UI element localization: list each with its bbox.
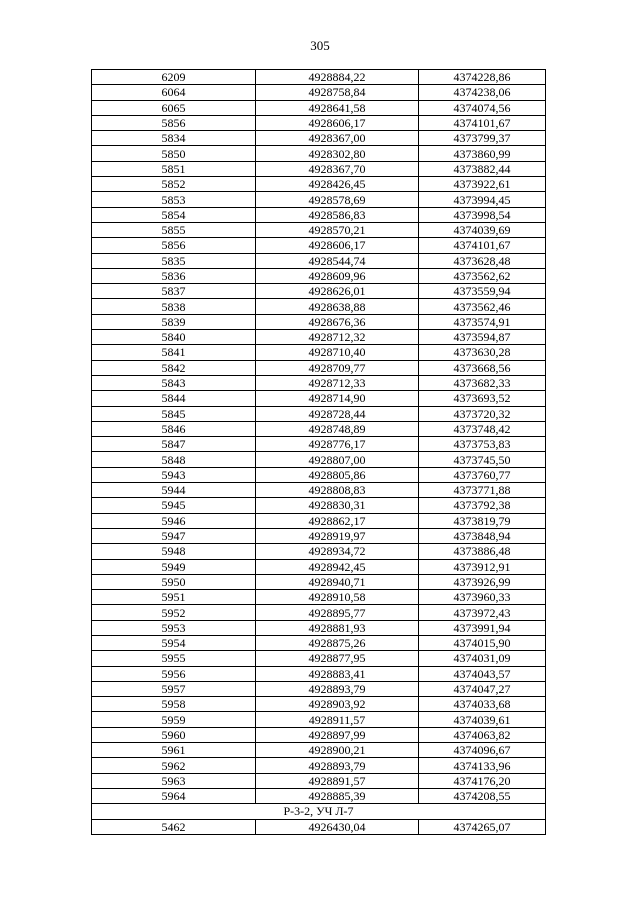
y-coordinate-cell: 4373628,48: [419, 253, 546, 268]
table-row: [92, 85, 546, 100]
y-coordinate-cell: 4373922,61: [419, 177, 546, 192]
x-coordinate-cell: 4928885,39: [256, 788, 419, 803]
table-row: [92, 360, 546, 375]
point-number-cell: 5964: [92, 788, 256, 803]
y-coordinate-cell: 4374015,90: [419, 635, 546, 650]
y-coordinate-cell: 4373562,62: [419, 268, 546, 283]
y-coordinate-cell: 4374101,67: [419, 238, 546, 253]
x-coordinate-cell: 4928712,32: [256, 330, 419, 345]
y-coordinate-cell: 4373994,45: [419, 192, 546, 207]
x-coordinate-cell: 4928609,96: [256, 268, 419, 283]
table-row: [92, 743, 546, 758]
y-coordinate-cell: 4373720,32: [419, 406, 546, 421]
y-coordinate-cell: 4374047,27: [419, 681, 546, 696]
point-number-cell: 5851: [92, 161, 256, 176]
table-row: [92, 100, 546, 115]
y-coordinate-cell: 4373682,33: [419, 375, 546, 390]
point-number-cell: 5462: [92, 819, 256, 834]
table-row: [92, 161, 546, 176]
x-coordinate-cell: 4928641,58: [256, 100, 419, 115]
page-number: 305: [310, 38, 330, 53]
table-row: [92, 819, 546, 834]
point-number-cell: 5842: [92, 360, 256, 375]
table-row: [92, 207, 546, 222]
x-coordinate-cell: 4928728,44: [256, 406, 419, 421]
table-row: [92, 498, 546, 513]
x-coordinate-cell: 4928367,00: [256, 131, 419, 146]
point-number-cell: 5946: [92, 513, 256, 528]
table-row: [92, 238, 546, 253]
table-row: [92, 177, 546, 192]
table-row: [92, 131, 546, 146]
section-header-row: [92, 804, 546, 819]
table-row: [92, 605, 546, 620]
table-row: [92, 375, 546, 390]
point-number-cell: 5853: [92, 192, 256, 207]
point-number-cell: 5837: [92, 284, 256, 299]
point-number-cell: 5960: [92, 727, 256, 742]
x-coordinate-cell: 4928940,71: [256, 574, 419, 589]
point-number-cell: 5952: [92, 605, 256, 620]
table-row: [92, 528, 546, 543]
x-coordinate-cell: 4926430,04: [256, 819, 419, 834]
point-number-cell: 5957: [92, 681, 256, 696]
table-row: [92, 666, 546, 681]
table-row: [92, 620, 546, 635]
x-coordinate-cell: 4928919,97: [256, 528, 419, 543]
point-number-cell: 5848: [92, 452, 256, 467]
table-row: [92, 345, 546, 360]
table-row: [92, 773, 546, 788]
y-coordinate-cell: 4373594,87: [419, 330, 546, 345]
point-number-cell: 5944: [92, 483, 256, 498]
table-row: [92, 559, 546, 574]
table-row: [92, 590, 546, 605]
y-coordinate-cell: 4374265,07: [419, 819, 546, 834]
table-row: [92, 574, 546, 589]
y-coordinate-cell: 4374208,55: [419, 788, 546, 803]
table-row: [92, 544, 546, 559]
point-number-cell: 5846: [92, 421, 256, 436]
point-number-cell: 5850: [92, 146, 256, 161]
point-number-cell: 5843: [92, 375, 256, 390]
x-coordinate-cell: 4928676,36: [256, 314, 419, 329]
table-row: [92, 727, 546, 742]
y-coordinate-cell: 4373668,56: [419, 360, 546, 375]
table-row: [92, 192, 546, 207]
point-number-cell: 5953: [92, 620, 256, 635]
y-coordinate-cell: 4373886,48: [419, 544, 546, 559]
y-coordinate-cell: 4373760,77: [419, 467, 546, 482]
point-number-cell: 5852: [92, 177, 256, 192]
table-section-header-group: [92, 804, 546, 819]
y-coordinate-cell: 4373860,99: [419, 146, 546, 161]
point-number-cell: 6209: [92, 70, 256, 85]
coordinates-table: [91, 69, 546, 835]
y-coordinate-cell: 4373771,88: [419, 483, 546, 498]
table-row: [92, 651, 546, 666]
y-coordinate-cell: 4374039,69: [419, 222, 546, 237]
point-number-cell: 6064: [92, 85, 256, 100]
x-coordinate-cell: 4928897,99: [256, 727, 419, 742]
table-row: [92, 391, 546, 406]
table-row: [92, 314, 546, 329]
y-coordinate-cell: 4373882,44: [419, 161, 546, 176]
y-coordinate-cell: 4374176,20: [419, 773, 546, 788]
y-coordinate-cell: 4373972,43: [419, 605, 546, 620]
x-coordinate-cell: 4928805,86: [256, 467, 419, 482]
table-row: [92, 222, 546, 237]
point-number-cell: 5962: [92, 758, 256, 773]
table-row: [92, 437, 546, 452]
x-coordinate-cell: 4928911,57: [256, 712, 419, 727]
table-row: [92, 253, 546, 268]
point-number-cell: 5854: [92, 207, 256, 222]
table-row: [92, 268, 546, 283]
point-number-cell: 5845: [92, 406, 256, 421]
point-number-cell: 5951: [92, 590, 256, 605]
y-coordinate-cell: 4374074,56: [419, 100, 546, 115]
table-row: [92, 467, 546, 482]
point-number-cell: 5961: [92, 743, 256, 758]
x-coordinate-cell: 4928544,74: [256, 253, 419, 268]
y-coordinate-cell: 4374039,61: [419, 712, 546, 727]
x-coordinate-cell: 4928875,26: [256, 635, 419, 650]
y-coordinate-cell: 4374033,68: [419, 697, 546, 712]
y-coordinate-cell: 4374238,06: [419, 85, 546, 100]
y-coordinate-cell: 4373960,33: [419, 590, 546, 605]
table-row: [92, 406, 546, 421]
y-coordinate-cell: 4373912,91: [419, 559, 546, 574]
x-coordinate-cell: 4928714,90: [256, 391, 419, 406]
point-number-cell: 5945: [92, 498, 256, 513]
table-row: [92, 635, 546, 650]
x-coordinate-cell: 4928808,83: [256, 483, 419, 498]
point-number-cell: 5839: [92, 314, 256, 329]
x-coordinate-cell: 4928862,17: [256, 513, 419, 528]
point-number-cell: 5844: [92, 391, 256, 406]
table-row: [92, 697, 546, 712]
table-row: [92, 299, 546, 314]
y-coordinate-cell: 4373848,94: [419, 528, 546, 543]
y-coordinate-cell: 4373693,52: [419, 391, 546, 406]
point-number-cell: 5834: [92, 131, 256, 146]
y-coordinate-cell: 4373753,83: [419, 437, 546, 452]
y-coordinate-cell: 4373991,94: [419, 620, 546, 635]
table-row: [92, 681, 546, 696]
x-coordinate-cell: 4928910,58: [256, 590, 419, 605]
x-coordinate-cell: 4928934,72: [256, 544, 419, 559]
table-row: [92, 513, 546, 528]
point-number-cell: 5963: [92, 773, 256, 788]
table-row: [92, 788, 546, 803]
y-coordinate-cell: 4374031,09: [419, 651, 546, 666]
x-coordinate-cell: 4928830,31: [256, 498, 419, 513]
point-number-cell: 5943: [92, 467, 256, 482]
point-number-cell: 6065: [92, 100, 256, 115]
x-coordinate-cell: 4928900,21: [256, 743, 419, 758]
x-coordinate-cell: 4928426,45: [256, 177, 419, 192]
x-coordinate-cell: 4928709,77: [256, 360, 419, 375]
x-coordinate-cell: 4928877,95: [256, 651, 419, 666]
y-coordinate-cell: 4373748,42: [419, 421, 546, 436]
x-coordinate-cell: 4928710,40: [256, 345, 419, 360]
point-number-cell: 5855: [92, 222, 256, 237]
table-body-top: [92, 70, 546, 804]
y-coordinate-cell: 4373792,38: [419, 498, 546, 513]
point-number-cell: 5959: [92, 712, 256, 727]
point-number-cell: 5847: [92, 437, 256, 452]
table-row: [92, 146, 546, 161]
x-coordinate-cell: 4928883,41: [256, 666, 419, 681]
x-coordinate-cell: 4928626,01: [256, 284, 419, 299]
x-coordinate-cell: 4928807,00: [256, 452, 419, 467]
x-coordinate-cell: 4928606,17: [256, 115, 419, 130]
y-coordinate-cell: 4373574,91: [419, 314, 546, 329]
point-number-cell: 5947: [92, 528, 256, 543]
x-coordinate-cell: 4928884,22: [256, 70, 419, 85]
x-coordinate-cell: 4928367,70: [256, 161, 419, 176]
y-coordinate-cell: 4374228,86: [419, 70, 546, 85]
point-number-cell: 5856: [92, 238, 256, 253]
x-coordinate-cell: 4928586,83: [256, 207, 419, 222]
x-coordinate-cell: 4928942,45: [256, 559, 419, 574]
point-number-cell: 5838: [92, 299, 256, 314]
table-row: [92, 452, 546, 467]
y-coordinate-cell: 4374101,67: [419, 115, 546, 130]
x-coordinate-cell: 4928881,93: [256, 620, 419, 635]
point-number-cell: 5948: [92, 544, 256, 559]
y-coordinate-cell: 4373926,99: [419, 574, 546, 589]
table-row: [92, 284, 546, 299]
x-coordinate-cell: 4928638,88: [256, 299, 419, 314]
x-coordinate-cell: 4928712,33: [256, 375, 419, 390]
y-coordinate-cell: 4373799,37: [419, 131, 546, 146]
y-coordinate-cell: 4373819,79: [419, 513, 546, 528]
point-number-cell: 5950: [92, 574, 256, 589]
table-row: [92, 330, 546, 345]
y-coordinate-cell: 4374043,57: [419, 666, 546, 681]
point-number-cell: 5954: [92, 635, 256, 650]
point-number-cell: 5840: [92, 330, 256, 345]
y-coordinate-cell: 4374063,82: [419, 727, 546, 742]
x-coordinate-cell: 4928748,89: [256, 421, 419, 436]
x-coordinate-cell: 4928606,17: [256, 238, 419, 253]
point-number-cell: 5956: [92, 666, 256, 681]
x-coordinate-cell: 4928758,84: [256, 85, 419, 100]
point-number-cell: 5955: [92, 651, 256, 666]
table-row: [92, 115, 546, 130]
table-row: [92, 758, 546, 773]
y-coordinate-cell: 4373562,46: [419, 299, 546, 314]
x-coordinate-cell: 4928903,92: [256, 697, 419, 712]
point-number-cell: 5958: [92, 697, 256, 712]
table-body-bottom: [92, 819, 546, 834]
x-coordinate-cell: 4928895,77: [256, 605, 419, 620]
y-coordinate-cell: 4373630,28: [419, 345, 546, 360]
point-number-cell: 5841: [92, 345, 256, 360]
x-coordinate-cell: 4928570,21: [256, 222, 419, 237]
table-row: [92, 421, 546, 436]
table-row: [92, 712, 546, 727]
y-coordinate-cell: 4373998,54: [419, 207, 546, 222]
y-coordinate-cell: 4374133,96: [419, 758, 546, 773]
y-coordinate-cell: 4374096,67: [419, 743, 546, 758]
table-row: [92, 70, 546, 85]
x-coordinate-cell: 4928302,80: [256, 146, 419, 161]
x-coordinate-cell: 4928776,17: [256, 437, 419, 452]
table-row: [92, 483, 546, 498]
point-number-cell: 5856: [92, 115, 256, 130]
point-number-cell: 5836: [92, 268, 256, 283]
x-coordinate-cell: 4928891,57: [256, 773, 419, 788]
x-coordinate-cell: 4928578,69: [256, 192, 419, 207]
point-number-cell: 5835: [92, 253, 256, 268]
x-coordinate-cell: 4928893,79: [256, 758, 419, 773]
y-coordinate-cell: 4373559,94: [419, 284, 546, 299]
x-coordinate-cell: 4928893,79: [256, 681, 419, 696]
point-number-cell: 5949: [92, 559, 256, 574]
section-title: Р-3-2, УЧ Л-7: [92, 804, 546, 819]
y-coordinate-cell: 4373745,50: [419, 452, 546, 467]
